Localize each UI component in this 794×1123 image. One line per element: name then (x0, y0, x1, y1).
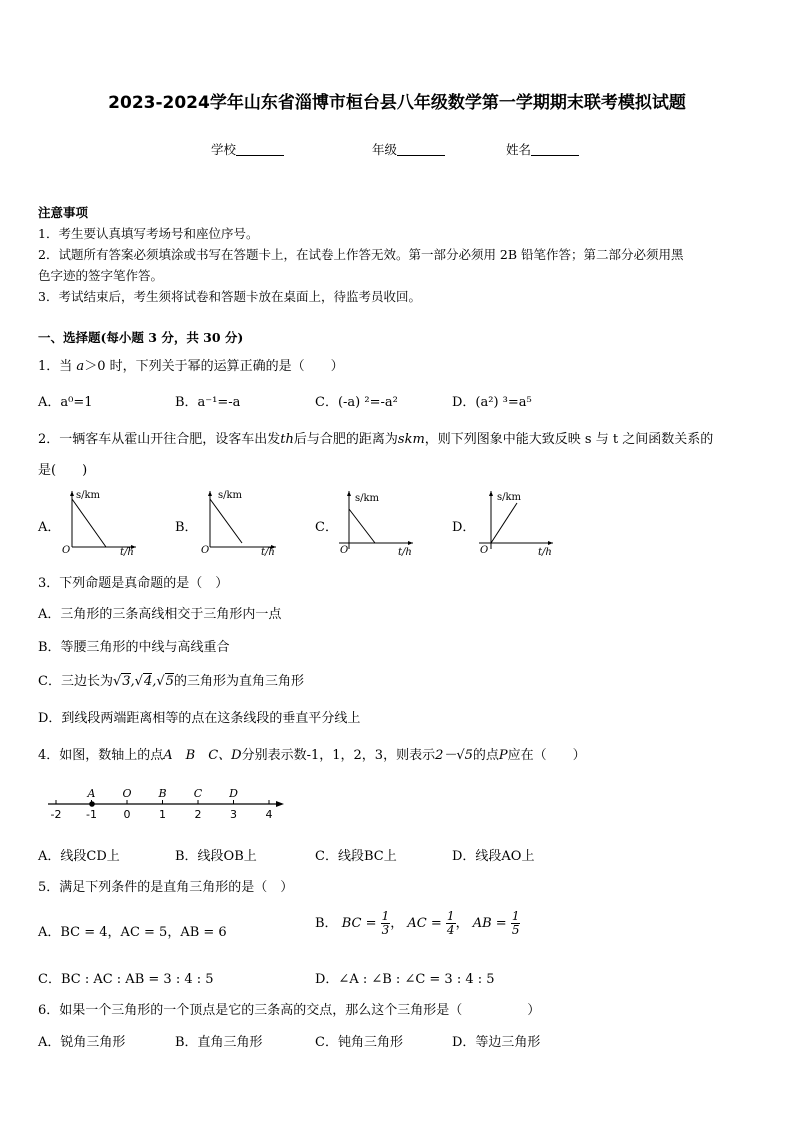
q1-option-b: B．a⁻¹=-a (175, 395, 241, 410)
number-line-tick-label: 3 (230, 808, 237, 821)
axis-x-label: t/h (538, 547, 552, 557)
q2-option-a-label: A． (38, 520, 61, 535)
q5-option-c: C．BC : AC : AB = 3 : 4 : 5 (38, 972, 214, 987)
origin-label: O (480, 545, 489, 556)
q2-var-t: th (280, 432, 294, 447)
q4-var-p: P (498, 748, 508, 763)
name-field (506, 140, 579, 158)
number-line-tick-label: 4 (265, 808, 273, 821)
q3-option-b: B．等腰三角形的中线与高线重合 (38, 640, 230, 655)
number-line-point-label: C (193, 787, 203, 800)
note-item: 2．试题所有答案必须填涂或书写在答题卡上，在试卷上作答无效。第一部分必须用 2B 铅笔作答；第二部分必须用黑 (38, 247, 684, 262)
number-line-tick-label: 2 (194, 808, 202, 821)
q6-stem: 6．如果一个三角形的一个顶点是它的三条高的交点，那么这个三角形是（ ） (38, 1003, 541, 1018)
axis-y-label: s/km (76, 490, 101, 501)
axis-y-label: s/km (355, 493, 380, 504)
school-label: 学校 (211, 142, 237, 157)
q2-text-c: ，则下列图象中能大致反映 s 与 t 之间函数关系的 (424, 432, 714, 447)
axis-x-label: t/h (261, 547, 275, 557)
origin-label: O (201, 545, 210, 556)
number-line-point-label: O (122, 787, 132, 800)
q4-stem (38, 744, 586, 763)
origin-label: O (62, 545, 71, 556)
q4-text-b: 分别表示数-1，1，2，3，则表示 (241, 748, 436, 763)
number-line-tick-label: 0 (123, 808, 131, 821)
number-line-tick-label: 1 (159, 808, 166, 821)
q2-stem-line2: 是( ) (38, 463, 88, 478)
q2-graph-a (60, 487, 140, 557)
origin-label: O (340, 545, 349, 556)
axis-x-label: t/h (120, 547, 134, 557)
q3-c-math: √3,√4,√5 (112, 674, 174, 689)
q1-option-a: A．a⁰=1 (38, 395, 93, 410)
q4-text-d: 应在（ ） (507, 748, 586, 763)
section-heading: 一、选择题(每小题 3 分，共 30 分) (38, 330, 244, 345)
q1-stem-a: 1．当 (38, 359, 73, 374)
school-blank (236, 143, 284, 156)
q4-text-c: 的点 (472, 748, 499, 763)
number-line-point-label: A (87, 787, 96, 800)
grade-label: 年级 (372, 142, 398, 157)
q5-option-d: D．∠A : ∠B : ∠C = 3 : 4 : 5 (315, 972, 495, 987)
grade-field (372, 140, 445, 158)
q4-points: A B C、D (163, 748, 242, 763)
q6-option-b: B．直角三角形 (175, 1035, 263, 1050)
q5-stem: 5．满足下列条件的是直角三角形的是（ ） (38, 880, 294, 895)
note-item: 色字迹的签字笔作答。 (38, 268, 164, 283)
number-line-tick-label: -1 (86, 808, 97, 821)
q4-option-c: C．线段BC上 (315, 849, 397, 864)
q4-option-b: B．线段OB上 (175, 849, 257, 864)
q3-option-a: A．三角形的三条高线相交于三角形内一点 (38, 607, 282, 622)
q3-option-d: D．到线段两端距离相等的点在这条线段的垂直平分线上 (38, 711, 361, 726)
notes-heading: 注意事项 (38, 205, 89, 220)
q5-option-a: A．BC = 4，AC = 5，AB = 6 (38, 925, 227, 940)
q2-graph-c (335, 487, 417, 557)
q2-text-b: 后与合肥的距离为 (293, 432, 398, 447)
school-field (211, 140, 284, 158)
q4-option-d: D．线段AO上 (452, 849, 535, 864)
number-line-point-label: B (158, 787, 167, 800)
q2-var-s: skm (397, 432, 425, 447)
q3-stem: 3．下列命题是真命题的是（ ） (38, 576, 229, 591)
axis-x-label: t/h (398, 547, 412, 557)
q2-graph-d (475, 487, 557, 557)
q1-stem-b: ＞0 时，下列关于幂的运算正确的是（ ） (84, 359, 344, 374)
q2-option-c-label: C． (315, 520, 338, 535)
q3-c-post: 的三角形为直角三角形 (173, 674, 304, 689)
q6-option-d: D．等边三角形 (452, 1035, 541, 1050)
page-title: 2023-2024学年山东省淄博市桓台县八年级数学第一学期期末联考模拟试题 (108, 93, 686, 113)
point-a-dot (89, 801, 95, 807)
number-line-tick-label: -2 (50, 808, 62, 821)
q5-option-b: B． BC = $\frac{1}{3}$ ， AC = $\frac{1}{4}$ ， AB = $\frac{1}{5}$ (315, 909, 520, 937)
q1-var: a (76, 359, 85, 374)
q4-number-line (44, 786, 288, 822)
q6-option-c: C．钝角三角形 (315, 1035, 403, 1050)
grade-blank (397, 143, 445, 156)
q6-option-a: A．锐角三角形 (38, 1035, 126, 1050)
q1-option-d: D．(a²) ³=a⁵ (452, 395, 532, 410)
q1-option-c: C．(-a) ²=-a² (315, 395, 398, 410)
q2-text-a: 2．一辆客车从霍山开往合肥，设客车出发 (38, 432, 281, 447)
q1-stem (38, 355, 344, 374)
note-item: 3．考试结束后，考生须将试卷和答题卡放在桌面上，待监考员收回。 (38, 289, 421, 304)
q4-text-a: 4．如图，数轴上的点 (38, 748, 164, 763)
q2-graph-b (198, 487, 280, 557)
q4-option-a: A．线段CD上 (38, 849, 120, 864)
q2-stem-line1 (38, 428, 713, 447)
note-item: 1．考生要认真填写考场号和座位序号。 (38, 226, 259, 241)
name-blank (531, 143, 579, 156)
q3-option-c (38, 670, 304, 689)
q5-b-pre: B． (315, 916, 338, 931)
name-label: 姓名 (506, 142, 532, 157)
axis-y-label: s/km (218, 490, 243, 501)
axis-y-label: s/km (497, 492, 522, 503)
q2-option-d-label: D． (452, 520, 476, 535)
number-line-point-label: D (229, 787, 238, 800)
q4-expr: 2－√5 (435, 748, 473, 763)
q3-c-pre: C．三边长为 (38, 674, 113, 689)
q2-option-b-label: B． (175, 520, 198, 535)
